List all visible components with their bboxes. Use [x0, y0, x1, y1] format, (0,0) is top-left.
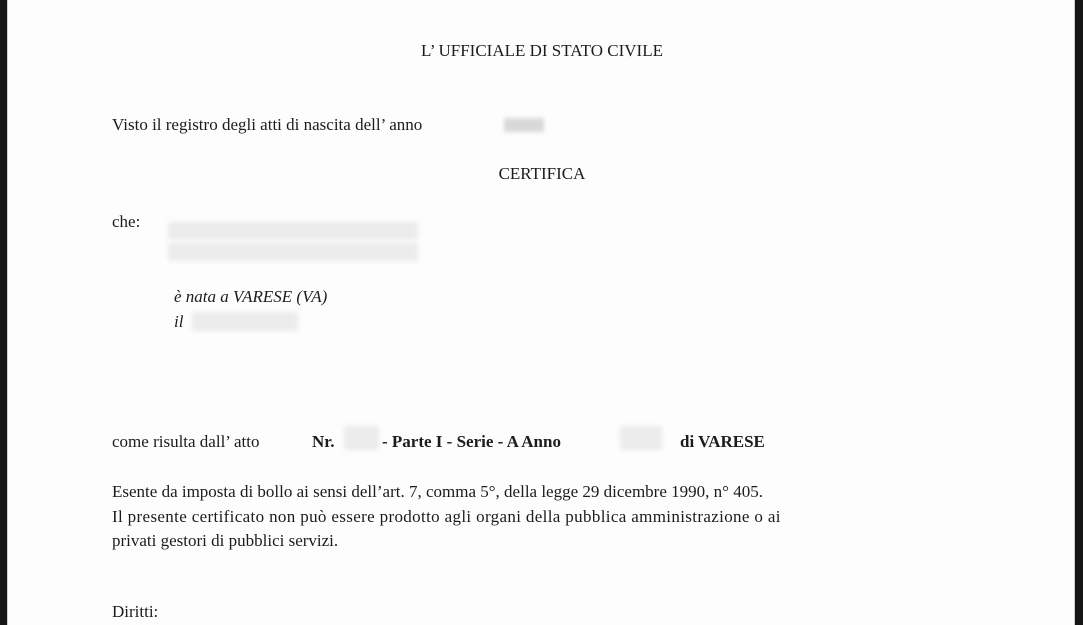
atto-parte: - Parte I - Serie - A Anno — [382, 432, 561, 451]
presente-line-2: privati gestori di pubblici servizi. — [112, 531, 339, 550]
redacted-year — [504, 118, 544, 132]
diritti-label: Diritti: — [112, 602, 159, 621]
il-label: il — [174, 312, 184, 331]
atto-nr: Nr. — [312, 432, 335, 451]
birth-place: è nata a VARESE (VA) — [174, 287, 328, 306]
redacted-birth-date — [192, 312, 298, 331]
redacted-atto-number — [344, 426, 379, 450]
redacted-name-line2 — [168, 243, 418, 261]
presente-line-1: Il presente certificato non può essere prodotto agli organi della pubblica amministrazione o ai — [112, 507, 781, 526]
visto-text: Visto il registro degli atti di nascita dell’ anno — [112, 115, 423, 134]
atto-di: di VARESE — [680, 432, 765, 451]
che-label: che: — [112, 212, 141, 231]
document-heading: L’ UFFICIALE DI STATO CIVILE — [421, 41, 663, 60]
redacted-atto-year — [620, 426, 662, 450]
redacted-name-line1 — [168, 222, 418, 240]
esente-line: Esente da imposta di bollo ai sensi dell’art. 7, comma 5°, della legge 29 dicembre 1990, n° 405. — [112, 482, 763, 501]
certifica-heading: CERTIFICA — [498, 164, 586, 183]
atto-prefix: come risulta dall’ atto — [112, 432, 260, 451]
certificate-page — [7, 0, 1075, 625]
